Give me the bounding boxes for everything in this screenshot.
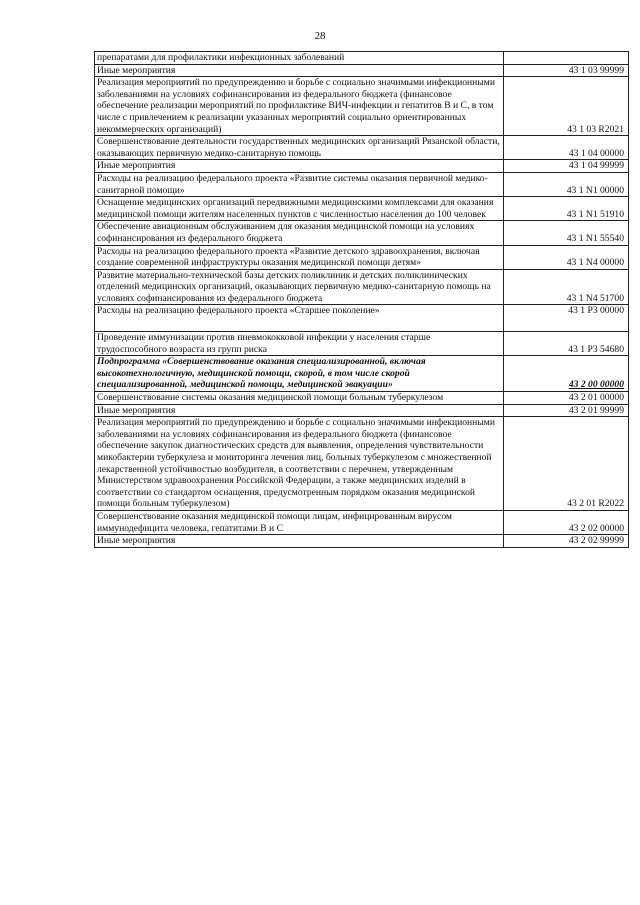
table-row bbox=[95, 245, 629, 269]
table-row bbox=[95, 269, 629, 305]
table-row bbox=[95, 392, 629, 405]
table-row bbox=[95, 404, 629, 417]
table-body bbox=[95, 52, 629, 548]
row-name-cell: препаратами для профилактики инфекционных заболеваний bbox=[95, 52, 504, 65]
table-row bbox=[95, 77, 629, 136]
row-code-cell: 43 1 03 99999 bbox=[504, 64, 629, 77]
row-name-cell: Совершенствование деятельности государственных медицинских организаций Рязанской области, оказывающих первичную медико-санитарную помощь bbox=[95, 136, 504, 160]
row-code-cell: 43 1 N1 51910 bbox=[504, 197, 629, 221]
table-row bbox=[95, 535, 629, 548]
table-row bbox=[95, 197, 629, 221]
table-row bbox=[95, 356, 629, 392]
row-name-cell: Совершенствование оказания медицинской помощи лицам, инфицированным вирусом иммунодефицита человека, гепатитами В и С bbox=[95, 510, 504, 534]
row-name-cell: Подпрограмма «Совершенствование оказания специализированной, включая высокотехнологичную, медицинской помощи, скорой, в том числе скорой специализированной, медицинской помощи, медицинской эвакуации» bbox=[95, 356, 504, 392]
row-code-cell: 43 2 01 R2022 bbox=[504, 417, 629, 511]
row-name-cell: Проведение иммунизации против пневмококковой инфекции у населения старше трудоспособного возраста из групп риска bbox=[95, 332, 504, 356]
table-row bbox=[95, 172, 629, 196]
row-code-cell: 43 2 00 00000 bbox=[504, 356, 629, 392]
row-name-cell: Иные мероприятия bbox=[95, 64, 504, 77]
row-code-cell bbox=[504, 52, 629, 65]
row-code-cell: 43 1 N4 51700 bbox=[504, 269, 629, 305]
table-row bbox=[95, 305, 629, 332]
row-code-cell: 43 1 04 99999 bbox=[504, 160, 629, 173]
row-name-cell: Реализация мероприятий по предупреждению и борьбе с социально значимыми инфекционными заболеваниями на условиях софинансирования из федерального бюджета (финансовое обеспечение закупок диагностических средств для выявления, определения чувствительности микобактерии туберкулеза и мониторинга лечения лиц, больных туберкулезом с множественной лекарственной устойчивостью возбудителя, в соответствии с перечнем, утвержденным Министерством здравоохранения Российской Федерации, а также медицинских изделий в соответствии со стандартом оснащения, предусмотренным порядком оказания медицинской помощи больным туберкулезом) bbox=[95, 417, 504, 511]
row-name-cell: Иные мероприятия bbox=[95, 404, 504, 417]
table-row bbox=[95, 64, 629, 77]
row-name-cell: Оснащение медицинских организаций передвижными медицинскими комплексами для оказания медицинской помощи жителям населенных пунктов с численностью населения до 100 человек bbox=[95, 197, 504, 221]
row-name-cell: Совершенствование системы оказания медицинской помощи больным туберкулезом bbox=[95, 392, 504, 405]
row-code-cell: 43 2 01 99999 bbox=[504, 404, 629, 417]
row-name-cell: Реализация мероприятий по предупреждению и борьбе с социально значимыми инфекционными заболеваниями на условиях софинансирования из федерального бюджета (финансовое обеспечение реализации мероприятий по профилактике ВИЧ-инфекции и гепатитов В и С, в том числе с привлечением к реализации указанных мероприятий социально ориентированных некоммерческих организаций) bbox=[95, 77, 504, 136]
table-row bbox=[95, 417, 629, 511]
row-name-cell: Развитие материально-технической базы детских поликлиник и детских поликлинических отделений медицинских организаций, оказывающих первичную медико-санитарную помощь на условиях софинансирования из федерального бюджета bbox=[95, 269, 504, 305]
page-number: 28 bbox=[314, 30, 326, 42]
table-row bbox=[95, 52, 629, 65]
row-code-cell: 43 2 01 00000 bbox=[504, 392, 629, 405]
row-code-cell: 43 1 03 R2021 bbox=[504, 77, 629, 136]
row-code-cell: 43 1 P3 54680 bbox=[504, 332, 629, 356]
row-code-cell: 43 1 N1 55540 bbox=[504, 221, 629, 245]
row-code-cell: 43 2 02 99999 bbox=[504, 535, 629, 548]
row-code-cell: 43 2 02 00000 bbox=[504, 510, 629, 534]
row-code-cell: 43 1 N1 00000 bbox=[504, 172, 629, 196]
row-name-cell: Обеспечение авиационным обслуживанием для оказания медицинской помощи на условиях софинансирования из федерального бюджета bbox=[95, 221, 504, 245]
row-name-cell: Расходы на реализацию федерального проекта «Развитие системы оказания первичной медико-санитарной помощи» bbox=[95, 172, 504, 196]
table-row bbox=[95, 510, 629, 534]
row-code-cell: 43 1 04 00000 bbox=[504, 136, 629, 160]
row-name-cell: Расходы на реализацию федерального проекта «Развитие детского здравоохранения, включая создание современной инфраструктуры оказания медицинской помощи детям» bbox=[95, 245, 504, 269]
row-code-cell: 43 1 N4 00000 bbox=[504, 245, 629, 269]
table-row bbox=[95, 332, 629, 356]
row-name-cell: Иные мероприятия bbox=[95, 160, 504, 173]
table-row bbox=[95, 160, 629, 173]
table-row bbox=[95, 136, 629, 160]
row-code-cell: 43 1 P3 00000 bbox=[504, 305, 629, 332]
budget-classification-table bbox=[94, 51, 629, 548]
row-name-cell: Расходы на реализацию федерального проекта «Старшее поколение» bbox=[95, 305, 504, 332]
table-row bbox=[95, 221, 629, 245]
row-name-cell: Иные мероприятия bbox=[95, 535, 504, 548]
